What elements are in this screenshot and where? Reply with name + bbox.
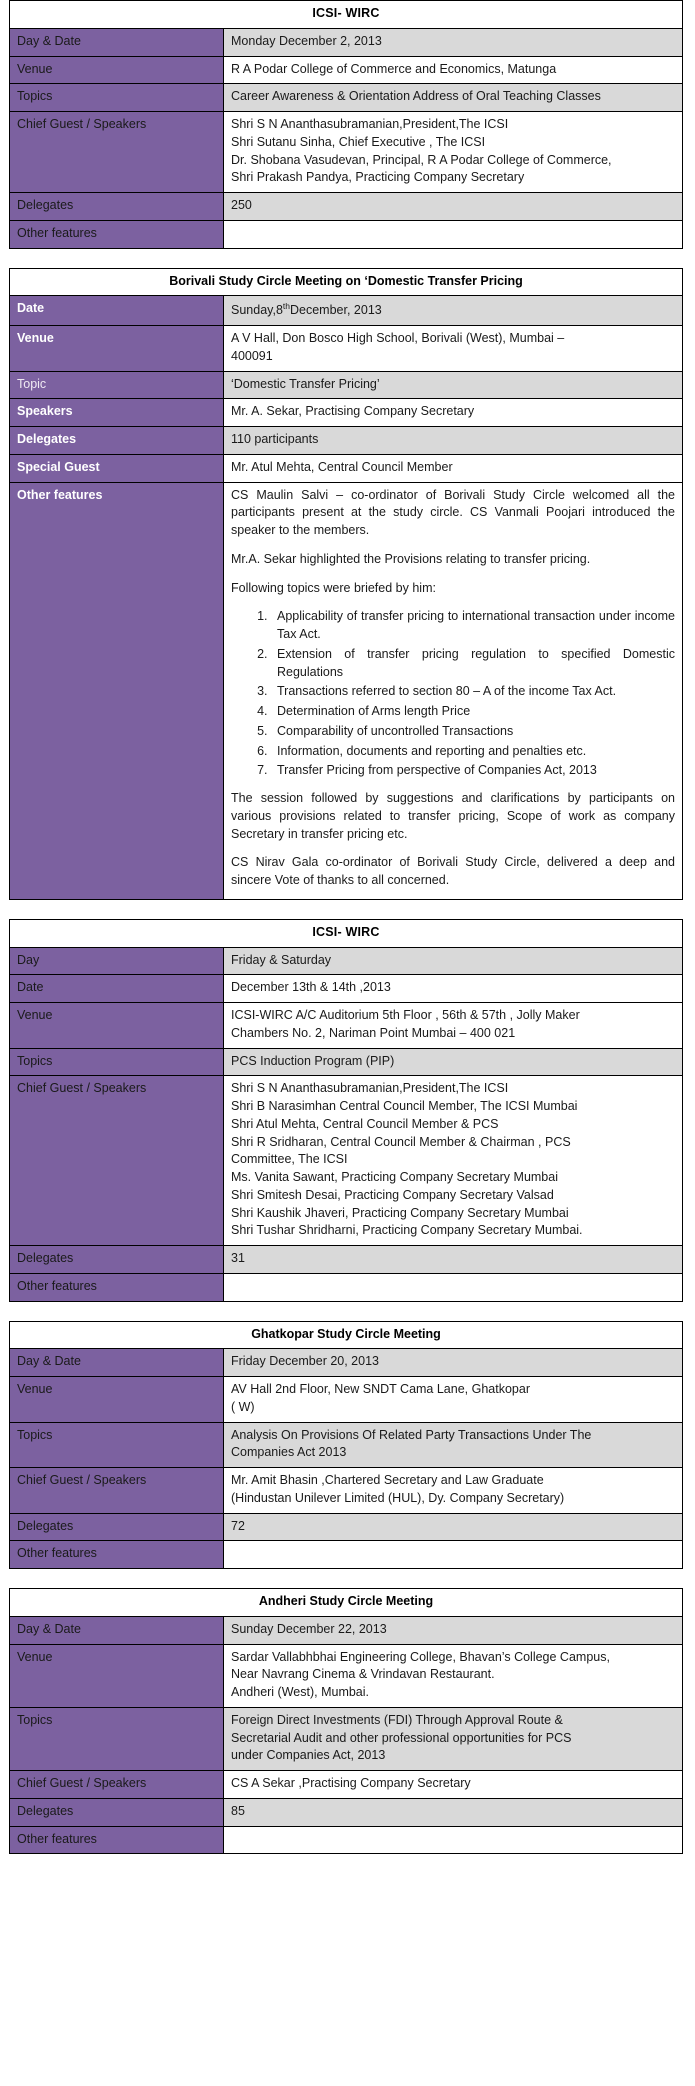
table-row [10,947,683,975]
row-label: Other features [10,1826,224,1854]
row-label: Venue [10,56,224,84]
row-value [224,1468,683,1514]
row-value [224,1422,683,1468]
row-value-rich [224,482,683,899]
table-row [10,112,683,193]
value-line: 110 participants [231,432,319,447]
table-row-other-features [10,482,683,899]
row-value [224,1644,683,1707]
topics-list-item: 7. Transfer Pricing from perspective of Companies Act, 2013 [271,762,675,780]
table-row [10,326,683,372]
table-title-row [10,1,683,29]
table-row [10,193,683,221]
value-line: (Hindustan Unilever Limited (HUL), Dy. Company Secretary) [231,1490,565,1505]
event-table-ghatkopar-study-circle [9,1321,683,1570]
value-line: Career Awareness & Orientation Address of Oral Teaching Classes [231,89,601,104]
row-label: Speakers [10,399,224,427]
row-value [224,28,683,56]
table-title-row [10,1589,683,1617]
value-line: Sardar Vallabhbhai Engineering College, Bhavan’s College Campus, [231,1649,610,1664]
row-label: Chief Guest / Speakers [10,1771,224,1799]
row-value [224,84,683,112]
table-row [10,399,683,427]
row-value [224,975,683,1003]
table-spacer [0,900,695,919]
table-title: ICSI- WIRC [10,1,683,29]
row-value [224,1826,683,1854]
table-title-row [10,268,683,296]
topics-list-item: 2. Extension of transfer pricing regulation to specified Domestic Regulations [271,646,675,682]
row-value [224,454,683,482]
row-value [224,193,683,221]
value-line: ICSI-WIRC A/C Auditorium 5th Floor , 56th & 57th , Jolly Maker [231,1008,580,1023]
value-line: Shri Sutanu Sinha, Chief Executive , The ICSI [231,134,486,149]
row-label: Other features [10,1541,224,1569]
table-row [10,1707,683,1770]
value-line: R A Podar College of Commerce and Economics, Matunga [231,61,557,76]
table-row [10,427,683,455]
row-label: Chief Guest / Speakers [10,1468,224,1514]
table-row [10,1513,683,1541]
row-value [224,1246,683,1274]
value-line: Chambers No. 2, Nariman Point Mumbai – 400 021 [231,1025,516,1040]
row-label: Venue [10,326,224,372]
table-row [10,1377,683,1423]
row-value [224,947,683,975]
value-line: Shri Atul Mehta, Central Council Member & PCS [231,1116,499,1131]
value-line: Analysis On Provisions Of Related Party Transactions Under The [231,1427,592,1442]
table-spacer [0,249,695,268]
row-label: Delegates [10,1246,224,1274]
table-title: Andheri Study Circle Meeting [10,1589,683,1617]
value-line: PCS Induction Program (PIP) [231,1053,395,1068]
value-line: Friday December 20, 2013 [231,1354,379,1369]
event-table-andheri-study-circle [9,1588,683,1854]
table-title-row [10,919,683,947]
table-row [10,28,683,56]
value-line [231,225,675,243]
value-line: A V Hall, Don Bosco High School, Borivali (West), Mumbai – [231,331,565,346]
row-label: Other features [10,1273,224,1301]
row-label: Day [10,947,224,975]
value-line: Friday & Saturday [231,952,332,967]
row-label: Topics [10,1707,224,1770]
row-value [224,326,683,372]
value-line: Mr. Amit Bhasin ,Chartered Secretary and Law Graduate [231,1473,544,1488]
value-line: ( W) [231,1399,255,1414]
value-line: Secretarial Audit and other professional opportunities for PCS [231,1730,572,1745]
value-line: Shri R Sridharan, Central Council Member & Chairman , PCS [231,1134,571,1149]
table-row [10,1798,683,1826]
value-line: 400091 [231,348,273,363]
topics-list-item: 1. Applicability of transfer pricing to international transaction under income Tax Act. [271,608,675,644]
table-row [10,1644,683,1707]
row-value [224,371,683,399]
row-label: Day & Date [10,1616,224,1644]
value-line: Mr. Atul Mehta, Central Council Member [231,459,453,474]
row-label: Other features [10,482,224,899]
value-line: Monday December 2, 2013 [231,33,382,48]
value-line: Sunday December 22, 2013 [231,1621,387,1636]
value-line: Shri S N Ananthasubramanian,President,The ICSI [231,117,509,131]
value-line: 31 [231,1251,245,1266]
value-line: Shri S N Ananthasubramanian,President,The ICSI [231,1081,509,1096]
row-value [224,1513,683,1541]
row-value [224,1349,683,1377]
row-value [224,112,683,193]
row-label: Delegates [10,1513,224,1541]
value-line: Foreign Direct Investments (FDI) Through Approval Route & [231,1712,563,1727]
event-table-icsi-wirc-pip [9,919,683,1302]
row-label: Date [10,296,224,326]
table-row [10,454,683,482]
value-line: Shri Prakash Pandya, Practicing Company Secretary [231,170,525,185]
value-line: Shri Kaushik Jhaveri, Practicing Company Secretary Mumbai [231,1205,569,1220]
row-value [224,1003,683,1049]
table-row [10,56,683,84]
row-value [224,1798,683,1826]
row-label: Topics [10,1048,224,1076]
row-label: Day & Date [10,28,224,56]
topics-list [231,608,675,780]
row-label: Topics [10,1422,224,1468]
table-row [10,371,683,399]
value-line: Near Navrang Cinema & Vrindavan Restaurant. [231,1667,495,1682]
row-label: Delegates [10,427,224,455]
table-spacer [0,1302,695,1321]
table-row [10,975,683,1003]
value-line: Committee, The ICSI [231,1152,348,1167]
table-title-row [10,1321,683,1349]
value-line: Andheri (West), Mumbai. [231,1685,370,1700]
table-title: Ghatkopar Study Circle Meeting [10,1321,683,1349]
row-value [224,220,683,248]
table-row [10,1541,683,1569]
value-line: under Companies Act, 2013 [231,1748,386,1763]
row-label: Topic [10,371,224,399]
row-value [224,1377,683,1423]
value-line: 72 [231,1518,245,1533]
value-line: Dr. Shobana Vasudevan, Principal, R A Podar College of Commerce, [231,152,612,167]
value-line: Shri B Narasimhan Central Council Member, The ICSI Mumbai [231,1099,578,1114]
table-row [10,1422,683,1468]
value-line: AV Hall 2nd Floor, New SNDT Cama Lane, Ghatkopar [231,1382,530,1397]
table-row [10,1349,683,1377]
topics-list-item: 3. Transactions referred to section 80 – A of the income Tax Act. [271,683,675,701]
other-features-paragraph: Following topics were briefed by him: [231,580,436,595]
other-features-paragraph: Mr.A. Sekar highlighted the Provisions relating to transfer pricing. [231,551,591,566]
value-line [231,1831,675,1849]
value-line: 85 [231,1803,245,1818]
row-value: Sunday,8thDecember, 2013 [224,296,683,326]
value-line: ‘Domestic Transfer Pricing’ [231,376,380,391]
topics-list-item: 6. Information, documents and reporting and penalties etc. [271,743,675,761]
row-label: Delegates [10,1798,224,1826]
table-row [10,1616,683,1644]
value-line [231,1278,675,1296]
value-line [231,1545,675,1563]
row-value [224,427,683,455]
table-row [10,1003,683,1049]
table-row [10,1076,683,1246]
row-label: Delegates [10,193,224,221]
row-label: Special Guest [10,454,224,482]
row-value [224,1707,683,1770]
row-label: Other features [10,220,224,248]
value-line: Mr. A. Sekar, Practising Company Secretary [231,404,475,419]
value-line: December 13th & 14th ,2013 [231,980,391,995]
row-label: Topics [10,84,224,112]
row-value [224,56,683,84]
value-line: Shri Smitesh Desai, Practicing Company Secretary Valsad [231,1187,554,1202]
table-row [10,1771,683,1799]
row-value [224,1048,683,1076]
row-label: Date [10,975,224,1003]
table-row [10,84,683,112]
table-row [10,1826,683,1854]
event-table-borivali-study-circle [9,268,683,900]
other-features-paragraph: CS Maulin Salvi – co-ordinator of Borivali Study Circle welcomed all the participants present at the study circle. CS Vanmali Poojari introduced the speaker to the members. [231,487,675,538]
event-table-icsi-wirc-dec2 [9,0,683,249]
row-label: Venue [10,1003,224,1049]
row-value [224,1273,683,1301]
value-line: Ms. Vanita Sawant, Practicing Company Secretary Mumbai [231,1170,558,1185]
row-label: Day & Date [10,1349,224,1377]
table-row [10,1273,683,1301]
topics-list-item: 4. Determination of Arms length Price [271,703,675,721]
row-value [224,1541,683,1569]
row-label: Chief Guest / Speakers [10,1076,224,1246]
table-spacer [0,1569,695,1588]
row-value [224,1771,683,1799]
table-row [10,1246,683,1274]
row-label: Chief Guest / Speakers [10,112,224,193]
value-line: CS A Sekar ,Practising Company Secretary [231,1776,471,1791]
table-title: Borivali Study Circle Meeting on ‘Domestic Transfer Pricing [10,268,683,296]
table-row [10,1048,683,1076]
table-title: ICSI- WIRC [10,919,683,947]
table-row [10,1468,683,1514]
row-label: Venue [10,1377,224,1423]
other-features-paragraph: The session followed by suggestions and clarifications by participants on various provisions related to transfer pricing, Scope of work as company Secretary in transfer pricing etc. [231,791,675,841]
row-value [224,1616,683,1644]
value-line: 250 [231,198,252,212]
table-row [10,296,683,326]
table-row [10,220,683,248]
row-label: Venue [10,1644,224,1707]
row-value [224,1076,683,1246]
row-value [224,399,683,427]
topics-list-item: 5. Comparability of uncontrolled Transactions [271,723,675,741]
value-line: Companies Act 2013 [231,1445,347,1460]
other-features-paragraph: CS Nirav Gala co-ordinator of Borivali Study Circle, delivered a deep and sincere Vote of thanks to all concerned. [231,855,675,888]
value-line: Shri Tushar Shridharni, Practicing Company Secretary Mumbai. [231,1223,583,1238]
